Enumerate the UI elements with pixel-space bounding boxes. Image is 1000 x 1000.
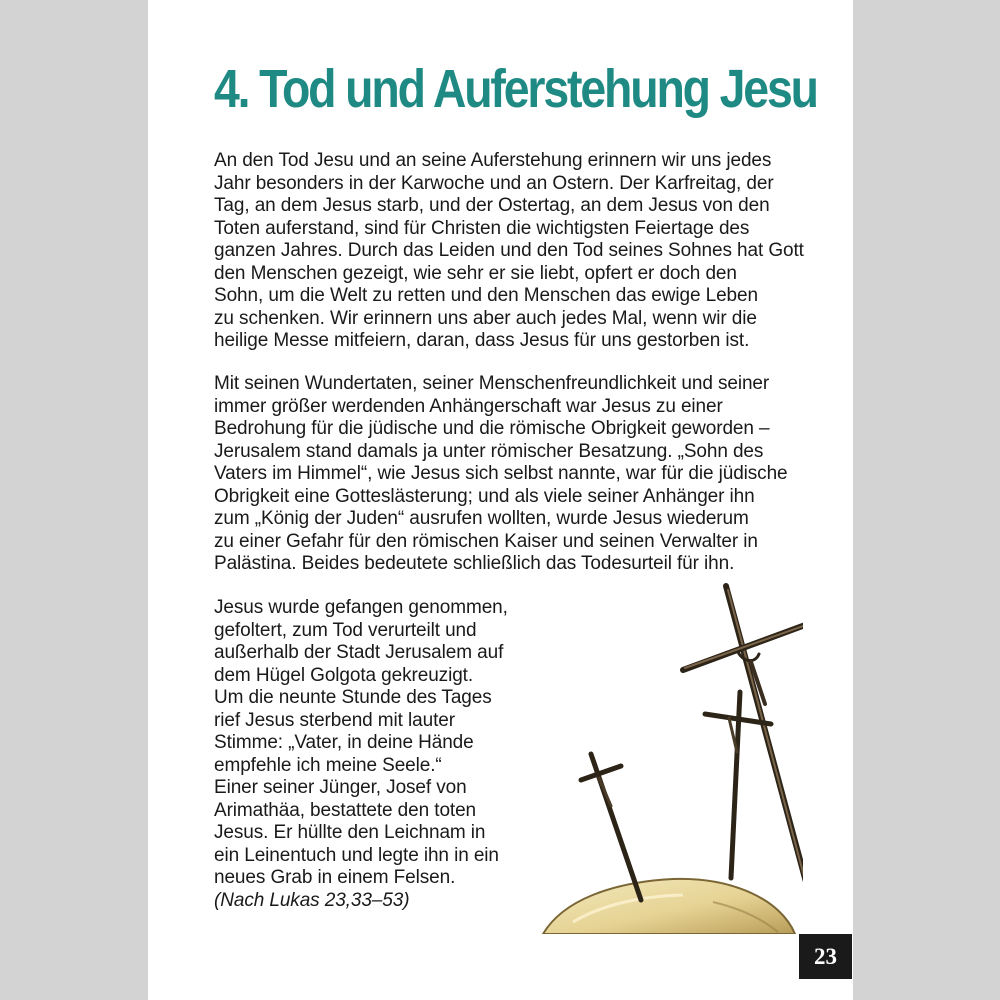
hill-shape <box>543 879 795 934</box>
text-line: zu schenken. Wir erinnern uns aber auch jedes Mal, wenn wir die <box>214 307 757 329</box>
text-line: zu einer Gefahr für den römischen Kaiser und seinen Verwalter in <box>214 530 758 552</box>
text-line: empfehle ich meine Seele.“ <box>214 754 442 776</box>
text-line: Stimme: „Vater, in deine Hände <box>214 732 474 753</box>
paragraph-1 <box>214 150 804 353</box>
text-line: Um die neunte Stunde des Tages <box>214 687 492 708</box>
text-line: Vaters im Himmel“, wie Jesus sich selbst nannte, war für die jüdische <box>214 463 788 484</box>
text-line: zum „König der Juden“ ausrufen wollten, wurde Jesus wiederum <box>214 508 749 529</box>
text-line: Jesus wurde gefangen genommen, <box>214 597 508 618</box>
bible-source: (Nach Lukas 23,33–53) <box>214 889 410 911</box>
page-number: 23 <box>799 934 852 979</box>
text-line: dem Hügel Golgota gekreuzigt. <box>214 664 474 686</box>
text-line: Tag, an dem Jesus starb, und der Ostertag, an dem Jesus von den <box>214 195 770 216</box>
text-line: ein Leinentuch und legte ihn in ein <box>214 844 499 866</box>
text-line: Einer seiner Jünger, Josef von <box>214 777 467 798</box>
text-line: gefoltert, zum Tod verurteilt und <box>214 619 477 641</box>
left-cross <box>581 754 641 900</box>
text-line: Sohn, um die Welt zu retten und den Menschen das ewige Leben <box>214 285 758 306</box>
central-cross <box>683 586 803 882</box>
text-line: Toten auferstand, sind für Christen die wichtigsten Feiertage des <box>214 217 750 239</box>
paragraph-3 <box>214 597 508 912</box>
paragraph-2 <box>214 373 788 576</box>
text-line: Palästina. Beides bedeutete schließlich das Todesurteil für ihn. <box>214 553 735 574</box>
text-line: Jahr besonders in der Karwoche und an Ostern. Der Karfreitag, der <box>214 172 774 194</box>
text-line: außerhalb der Stadt Jerusalem auf <box>214 642 504 663</box>
text-line: An den Tod Jesu und an seine Auferstehung erinnern wir uns jedes <box>214 150 772 171</box>
text-line: Arimathäa, bestattete den toten <box>214 799 477 821</box>
book-page <box>148 0 853 1000</box>
text-line: heilige Messe mitfeiern, daran, dass Jesus für uns gestorben ist. <box>214 330 750 351</box>
text-line: Jesus. Er hüllte den Leichnam in <box>214 822 486 843</box>
text-line: Obrigkeit eine Gotteslästerung; und als viele seiner Anhänger ihn <box>214 485 755 507</box>
text-line: Bedrohung für die jüdische und die römische Obrigkeit geworden – <box>214 418 770 439</box>
golgota-crosses-illustration <box>533 582 803 934</box>
text-line: den Menschen gezeigt, wie sehr er sie liebt, opfert er doch den <box>214 262 737 284</box>
text-line: Jerusalem stand damals ja unter römischer Besatzung. „Sohn des <box>214 440 764 462</box>
text-line: immer größer werdenden Anhängerschaft war Jesus zu einer <box>214 395 723 417</box>
text-line: ganzen Jahres. Durch das Leiden und den Tod seines Sohnes hat Gott <box>214 240 804 261</box>
text-line: rief Jesus sterbend mit lauter <box>214 709 455 731</box>
text-line: Mit seinen Wundertaten, seiner Menschenfreundlichkeit und seiner <box>214 373 770 394</box>
text-line: neues Grab in einem Felsen. <box>214 867 456 888</box>
page-title: 4. Tod und Auferstehung Jesu <box>214 59 817 119</box>
